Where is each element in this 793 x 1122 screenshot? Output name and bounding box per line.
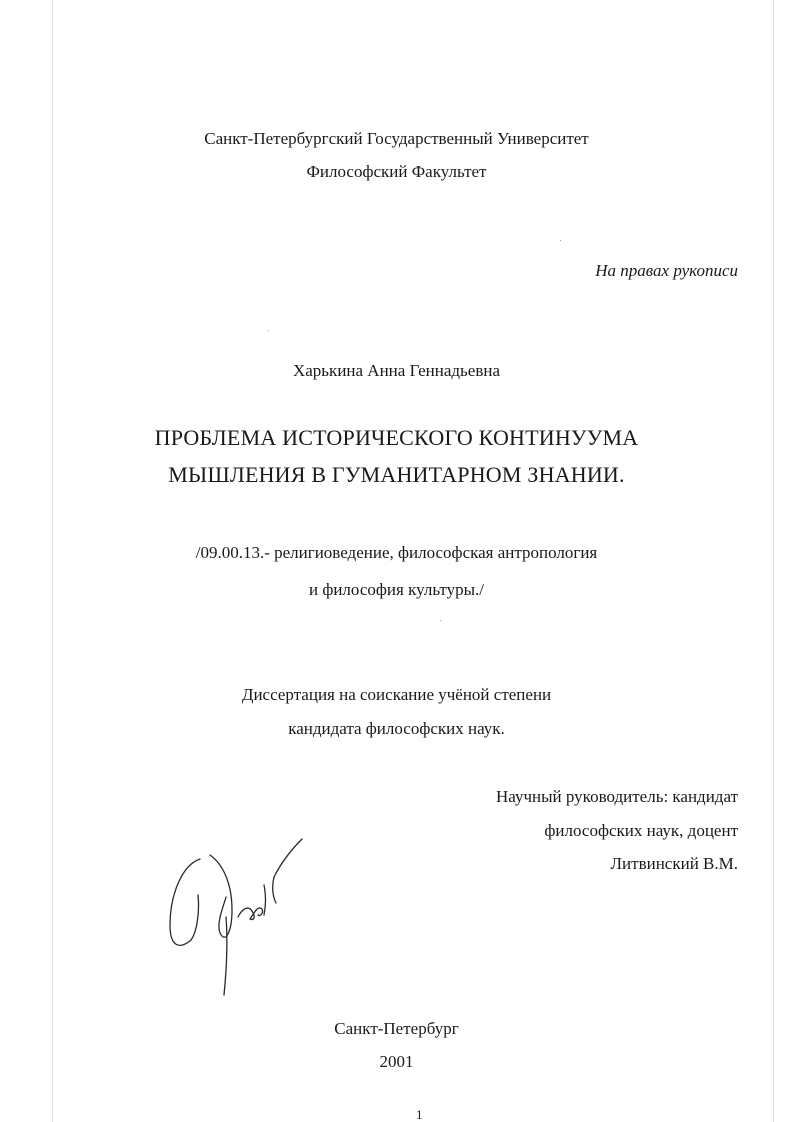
degree-line-1: Диссертация на соискание учёной степени (241, 685, 552, 704)
degree-line-2: кандидата философских наук. (288, 719, 505, 738)
dissertation-title-line-1: ПРОБЛЕМА ИСТОРИЧЕСКОГО КОНТИНУУМА (154, 425, 639, 450)
author-name: Харькина Анна Геннадьевна (292, 361, 501, 380)
supervisor-line-1: Научный руководитель: кандидат (496, 787, 738, 806)
scan-speck (440, 620, 441, 621)
supervisor-name: Литвинский В.М. (610, 854, 738, 873)
specialty-line-1: /09.00.13.- религиоведение, философская антропология (195, 543, 598, 562)
specialty-line-2: и философия культуры./ (308, 580, 485, 599)
supervisor-line-2: философских наук, доцент (544, 821, 738, 840)
year: 2001 (379, 1052, 414, 1071)
faculty-name: Философский Факультет (306, 162, 487, 181)
scan-speck (268, 330, 269, 331)
page-number: 1 (416, 1107, 423, 1122)
manuscript-note: На правах рукописи (595, 261, 738, 280)
handwritten-signature (160, 825, 320, 1005)
city: Санкт-Петербург (334, 1019, 459, 1038)
dissertation-title-line-2: МЫШЛЕНИЯ В ГУМАНИТАРНОМ ЗНАНИИ. (168, 462, 625, 487)
scan-speck (560, 240, 561, 241)
university-name: Санкт-Петербургский Государственный Университет (204, 129, 589, 148)
